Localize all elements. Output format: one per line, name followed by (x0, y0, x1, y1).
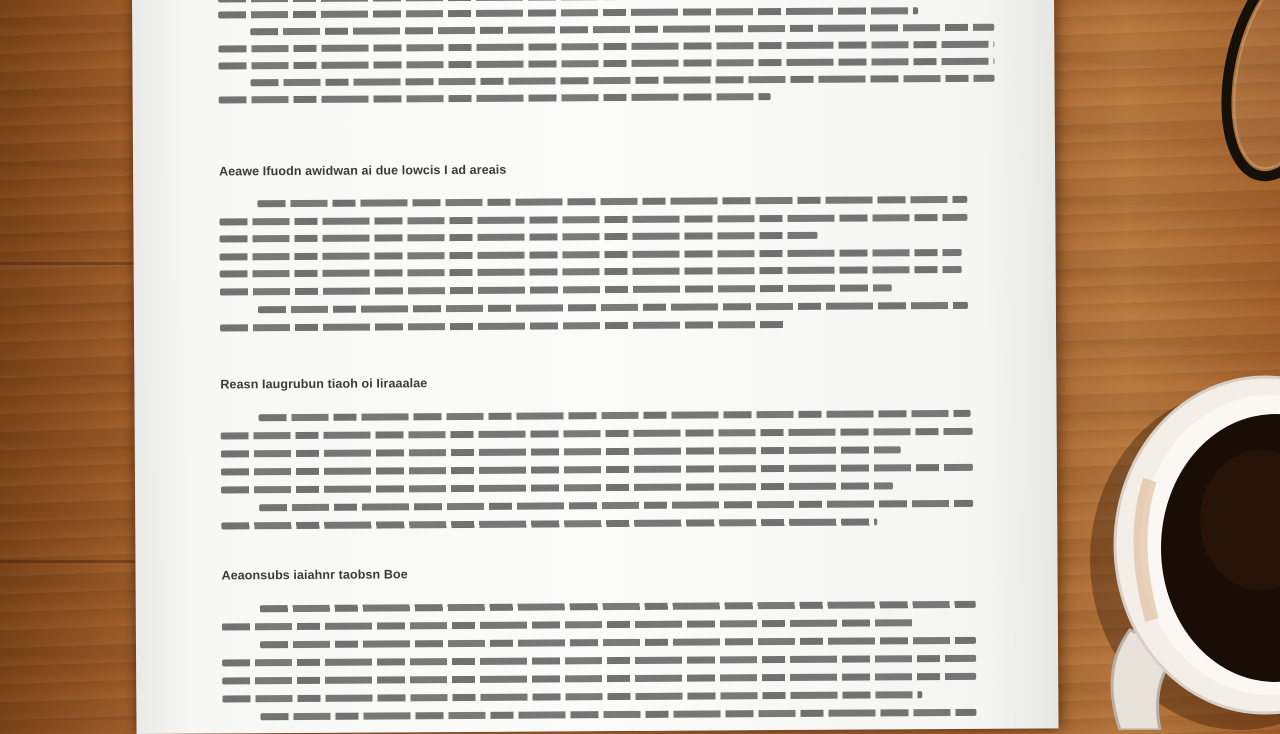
section-heading: Reasn Iaugrubun tiaoh oi Iiraaalae (220, 376, 428, 392)
text-line (218, 0, 978, 2)
text-line (222, 673, 976, 685)
text-line (218, 7, 918, 18)
text-line (219, 214, 967, 226)
text-line (250, 24, 994, 36)
text-line (221, 446, 901, 457)
text-line (218, 58, 994, 70)
text-line (220, 249, 962, 261)
text-line (219, 93, 771, 103)
text-line (221, 464, 973, 476)
text-line (260, 637, 976, 648)
text-line (257, 196, 967, 207)
text-line (260, 709, 976, 720)
wood-seam (0, 560, 135, 563)
section-heading: Aeawe Ifuodn awidwan ai due lowcis I ad areais (219, 162, 507, 179)
text-line (219, 232, 817, 243)
text-line (259, 500, 973, 511)
text-line (220, 266, 962, 278)
text-line (222, 691, 922, 702)
text-line (220, 284, 892, 295)
text-line (251, 75, 995, 87)
section-heading: Aeaonsubs iaiahnr taobsn Boe (221, 567, 408, 583)
text-line (222, 619, 914, 630)
text-line (221, 428, 973, 440)
document-page (132, 0, 1059, 734)
text-line (218, 41, 994, 53)
text-line (221, 518, 877, 529)
wood-seam (0, 262, 135, 265)
text-line (259, 410, 971, 421)
text-line (258, 302, 968, 313)
coffee-mug-icon (1090, 370, 1280, 730)
text-line (222, 655, 976, 667)
eyeglasses-icon (1190, 0, 1280, 230)
text-line (220, 321, 786, 331)
text-line (260, 601, 976, 612)
text-line (221, 482, 893, 493)
